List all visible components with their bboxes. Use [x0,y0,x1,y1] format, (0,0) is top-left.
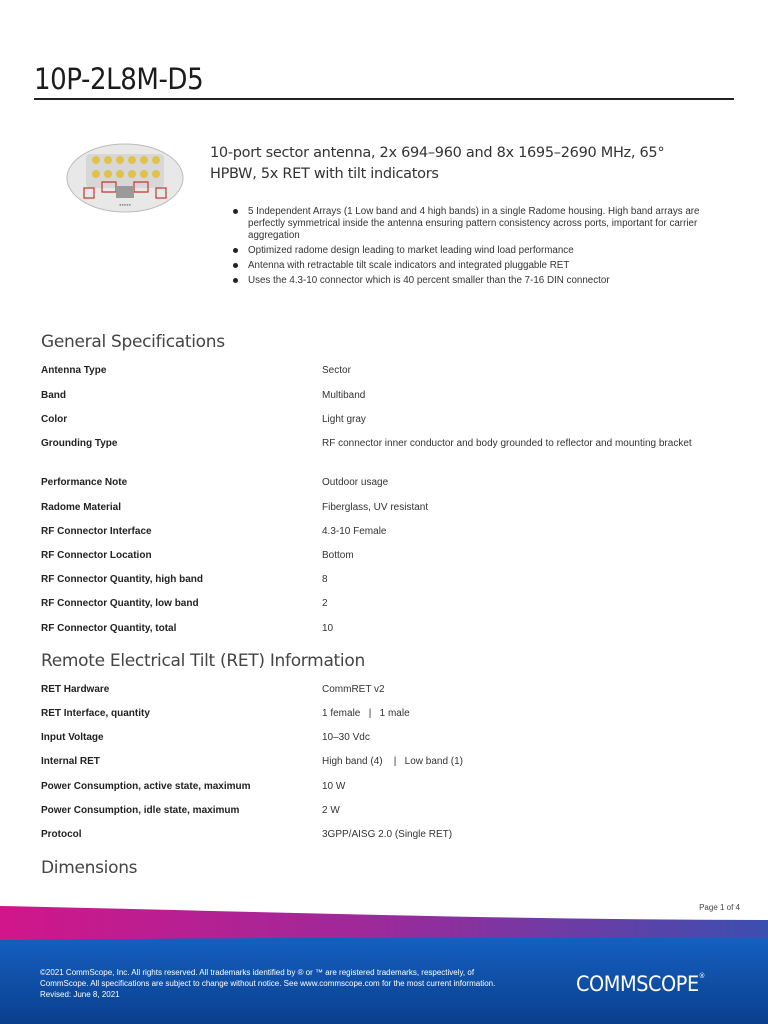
ret-information-heading: Remote Electrical Tilt (RET) Information [41,651,365,671]
spec-value: Multiband [322,390,366,401]
title-rule [34,98,734,100]
logo-registered-mark: ® [698,972,705,980]
spec-key: RF Connector Interface [41,526,152,537]
spec-key: RET Hardware [41,684,110,695]
spec-value: Outdoor usage [322,477,389,488]
spec-key: Power Consumption, active state, maximum [41,781,251,792]
spec-key: Color [41,414,68,425]
spec-key: Radome Material [41,502,122,513]
spec-value: Bottom [322,550,354,561]
logo-text: COMMSCOPE [576,972,699,996]
feature-item: Antenna with retractable tilt scale indicators and integrated pluggable RET [233,260,723,272]
spec-value: 10 [322,623,334,634]
spec-key: Antenna Type [41,365,107,376]
spec-value: CommRET v2 [322,684,385,695]
spec-key: RET Interface, quantity [41,708,150,719]
spec-key: RF Connector Quantity, low band [41,598,199,609]
general-specifications-heading: General Specifications [41,332,225,352]
footer-legal-text: ©2021 CommScope, Inc. All rights reserved. All trademarks identified by ® or ™ are registered trademarks, respectively, of CommScope. All specifications are subject to change without notice. See www.commscope.com for the most current information. Revised: June 8, 2021 [40,968,496,999]
spec-key: Band [41,390,66,401]
feature-item: 5 Independent Arrays (1 Low band and 4 high bands) in a single Radome housing. High band arrays are perfectly symmetrical inside the antenna ensuring pattern consistency across ports, important for carrier aggregation [233,206,723,242]
spec-value: 3GPP/AISG 2.0 (Single RET) [322,829,453,840]
spec-value: 10–30 Vdc [322,732,370,743]
document-title: 10P-2L8M-D5 [34,62,204,96]
spec-value: 4.3-10 Female [322,526,387,537]
spec-key: Protocol [41,829,82,840]
spec-value: RF connector inner conductor and body grounded to reflector and mounting bracket [322,438,692,449]
spec-value: Light gray [322,414,366,425]
product-headline: 10-port sector antenna, 2x 694–960 and 8x 1695–2690 MHz, 65° HPBW, 5x RET with tilt indicators [210,145,665,182]
spec-key: RF Connector Quantity, high band [41,574,204,585]
footer-wave-background [0,890,768,1024]
feature-list [233,206,723,290]
feature-item: Optimized radome design leading to market leading wind load performance [233,245,723,257]
spec-key: Performance Note [41,477,128,488]
feature-item: Uses the 4.3-10 connector which is 40 percent smaller than the 7-16 DIN connector [233,275,723,287]
page-number: Page 1 of 4 [699,903,740,912]
spec-key: RF Connector Quantity, total [41,623,177,634]
spec-value: 2 W [322,805,340,816]
spec-value: Fiberglass, UV resistant [322,502,429,513]
spec-value: 10 W [322,781,346,792]
spec-key: RF Connector Location [41,550,152,561]
spec-key: Internal RET [41,756,100,767]
spec-key: Grounding Type [41,438,118,449]
spec-value: 8 [322,574,328,585]
commscope-logo [576,972,705,996]
spec-key: Input Voltage [41,732,104,743]
spec-value: High band (4) | Low band (1) [322,756,464,767]
spec-value: Sector [322,365,351,376]
dimensions-heading: Dimensions [41,858,138,878]
antenna-product-image [66,142,184,214]
spec-key: Power Consumption, idle state, maximum [41,805,240,816]
svg-text:●●●●●: ●●●●● [118,202,132,207]
spec-value: 1 female | 1 male [322,708,410,719]
spec-value: 2 [322,598,328,609]
